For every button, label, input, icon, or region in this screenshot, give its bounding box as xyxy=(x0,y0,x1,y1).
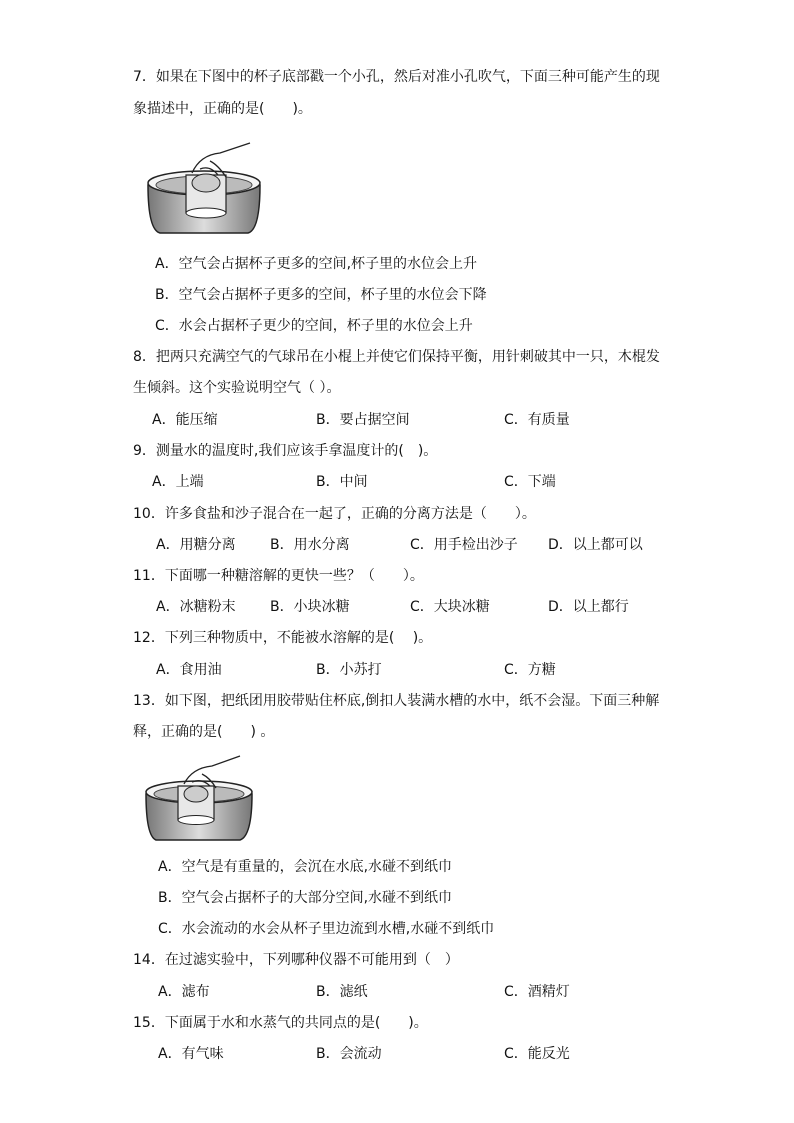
question-11-option-a[interactable]: A．冰糖粉末 xyxy=(156,599,236,615)
question-10-option-c[interactable]: C．用手检出沙子 xyxy=(410,537,518,553)
question-13-text-cont: 释，正确的是( ) 。 xyxy=(133,724,275,740)
question-8-text-cont: 生倾斜。这个实验说明空气（ ）。 xyxy=(133,380,341,396)
question-15-option-b[interactable]: B．会流动 xyxy=(316,1046,382,1062)
question-9-option-b[interactable]: B．中间 xyxy=(316,474,368,490)
question-11-text: 11．下面哪一种糖溶解的更快一些？（ ）。 xyxy=(133,568,424,584)
question-14-option-a[interactable]: A．滤布 xyxy=(158,984,210,1000)
basin-cup-paper-illustration xyxy=(140,752,258,848)
question-8-option-a[interactable]: A．能压缩 xyxy=(152,412,218,428)
question-11-option-d[interactable]: D．以上都行 xyxy=(548,599,629,615)
question-9-option-a[interactable]: A．上端 xyxy=(152,474,204,490)
question-13-option-a[interactable]: A．空气是有重量的，会沉在水底,水碰不到纸巾 xyxy=(158,859,453,875)
question-12-option-c[interactable]: C．方糖 xyxy=(504,662,556,678)
question-13-option-b[interactable]: B．空气会占据杯子的大部分空间,水碰不到纸巾 xyxy=(158,890,453,906)
question-15-option-a[interactable]: A．有气味 xyxy=(158,1046,224,1062)
question-10-option-b[interactable]: B．用水分离 xyxy=(270,537,350,553)
question-12-option-b[interactable]: B．小苏打 xyxy=(316,662,382,678)
question-7-text-cont: 象描述中，正确的是( )。 xyxy=(133,101,312,117)
question-9-text: 9．测量水的温度时,我们应该手拿温度计的( )。 xyxy=(133,443,438,459)
question-14-text: 14．在过滤实验中，下列哪种仪器不可能用到（ ） xyxy=(133,952,459,968)
question-14-option-b[interactable]: B．滤纸 xyxy=(316,984,368,1000)
question-11-option-c[interactable]: C．大块冰糖 xyxy=(410,599,490,615)
question-7-option-a[interactable]: A．空气会占据杯子更多的空间,杯子里的水位会上升 xyxy=(155,256,478,272)
question-13-option-c[interactable]: C．水会流动的水会从杯子里边流到水槽,水碰不到纸巾 xyxy=(158,921,495,937)
question-14-option-c[interactable]: C．酒精灯 xyxy=(504,984,570,1000)
question-13-text: 13．如下图，把纸团用胶带贴住杯底,倒扣人装满水槽的水中，纸不会湿。下面三种解 xyxy=(133,693,660,709)
question-7-option-b[interactable]: B．空气会占据杯子更多的空间，杯子里的水位会下降 xyxy=(155,287,487,303)
question-10-option-a[interactable]: A．用糖分离 xyxy=(156,537,236,553)
question-7-option-c[interactable]: C．水会占据杯子更少的空间，杯子里的水位会上升 xyxy=(155,318,473,334)
question-10-text: 10．许多食盐和沙子混合在一起了，正确的分离方法是（ ）。 xyxy=(133,506,536,522)
question-7-text: 7．如果在下图中的杯子底部戳一个小孔，然后对准小孔吹气，下面三种可能产生的现 xyxy=(133,69,660,85)
question-12-option-a[interactable]: A．食用油 xyxy=(156,662,222,678)
question-15-option-c[interactable]: C．能反光 xyxy=(504,1046,570,1062)
question-8-option-b[interactable]: B．要占据空间 xyxy=(316,412,410,428)
question-15-text: 15．下面属于水和水蒸气的共同点的是( )。 xyxy=(133,1015,428,1031)
question-10-option-d[interactable]: D．以上都可以 xyxy=(548,537,643,553)
question-9-option-c[interactable]: C．下端 xyxy=(504,474,556,490)
basin-cup-illustration xyxy=(140,135,270,245)
question-12-text: 12．下列三种物质中，不能被水溶解的是( )。 xyxy=(133,630,433,646)
question-8-option-c[interactable]: C．有质量 xyxy=(504,412,570,428)
question-11-option-b[interactable]: B．小块冰糖 xyxy=(270,599,350,615)
question-8-text: 8．把两只充满空气的气球吊在小棍上并使它们保持平衡，用针刺破其中一只，木棍发 xyxy=(133,349,660,365)
